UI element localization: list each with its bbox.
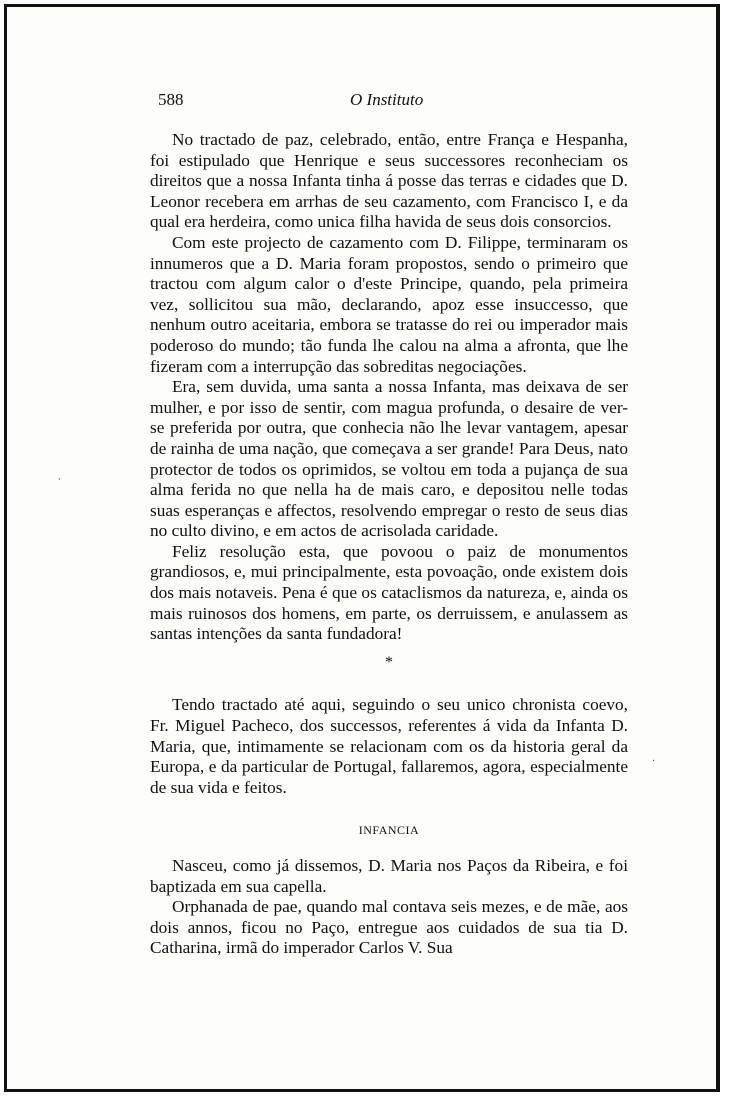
section-separator: *: [385, 653, 393, 671]
paragraph: Orphanada de pae, quando mal contava seis mezes, e de mãe, aos dois annos, ficou no Paço, entregue aos cuidados de sua tia D. Catharina, irmã do imperador Carlos V. Sua: [150, 897, 628, 958]
margin-speck: ⸳: [58, 473, 61, 484]
page-number: 588: [158, 90, 184, 109]
paragraph: Tendo tractado até aqui, seguindo o seu unico chronista coevo, Fr. Miguel Pacheco, dos successos, referentes á vida da Infanta D. Maria, que, intimamente se relacionam com os da historia geral da Europa, e da particular de Portugal, fallaremos, agora, especialmente de sua vida e feitos.: [150, 695, 628, 797]
paragraph: No tractado de paz, celebrado, então, entre França e Hespanha, foi estipulado que Henrique e seus successores reconheciam os direitos que a nossa Infanta tinha á posse das terras e cidades que D. Leonor recebera em arrhas de seu cazamento, com Francisco I, e da qual era herdeira, como unica filha havida de seus dois consorcios.: [150, 130, 628, 232]
book-page: [150, 86, 628, 959]
paragraph: Nasceu, como já dissemos, D. Maria nos Paços da Ribeira, e foi baptizada em sua capella.: [150, 856, 628, 896]
paragraph: Com este projecto de cazamento com D. Filippe, terminaram os innumeros que a D. Maria foram propostos, sendo o primeiro que tractou com algum calor o d'este Principe, quando, pela primeira vez, sollicitou sua mão, declarando, apoz esse insuccesso, que nenhum outro aceitaria, embora se tratasse do rei ou imperador mais poderoso do mundo; tão funda lhe calou na alma a afronta, que lhe fizeram com a interrupção das sobreditas negociações.: [150, 232, 628, 376]
body-text-part3: [150, 856, 628, 959]
page-header: [150, 86, 628, 110]
paragraph: Era, sem duvida, uma santa a nossa Infanta, mas deixava de ser mulher, e por isso de sentir, com magua profunda, o desaire de ver-se preferida por outra, que conhecia não lhe levar vantagem, apesar de rainha de uma nação, que começava a ser grande! Para Deus, nato protector de todos os oprimidos, se voltou em toda a pujança de sua alma ferida no que nella ha de mais caro, e depositou nelle todas suas esperanças e affectos, resolvendo empregar o resto de seus dias no culto divino, e em actos de acrisolada caridade.: [150, 377, 628, 541]
body-text-part2: [150, 695, 628, 798]
paragraph: Feliz resolução esta, que povoou o paiz de monumentos grandiosos, e, mui principalmente, esta povoação, onde existem dois dos mais notaveis. Pena é que os cataclismos da natureza, e, ainda os mais ruinosos dos homens, em parte, os derruissem, e anulassem as santas intenções da santa fundadora!: [150, 541, 628, 644]
running-title: O Instituto: [350, 90, 424, 109]
section-heading: INFANCIA: [358, 823, 420, 838]
margin-speck: ·: [652, 756, 656, 767]
body-text-part1: [150, 130, 628, 645]
